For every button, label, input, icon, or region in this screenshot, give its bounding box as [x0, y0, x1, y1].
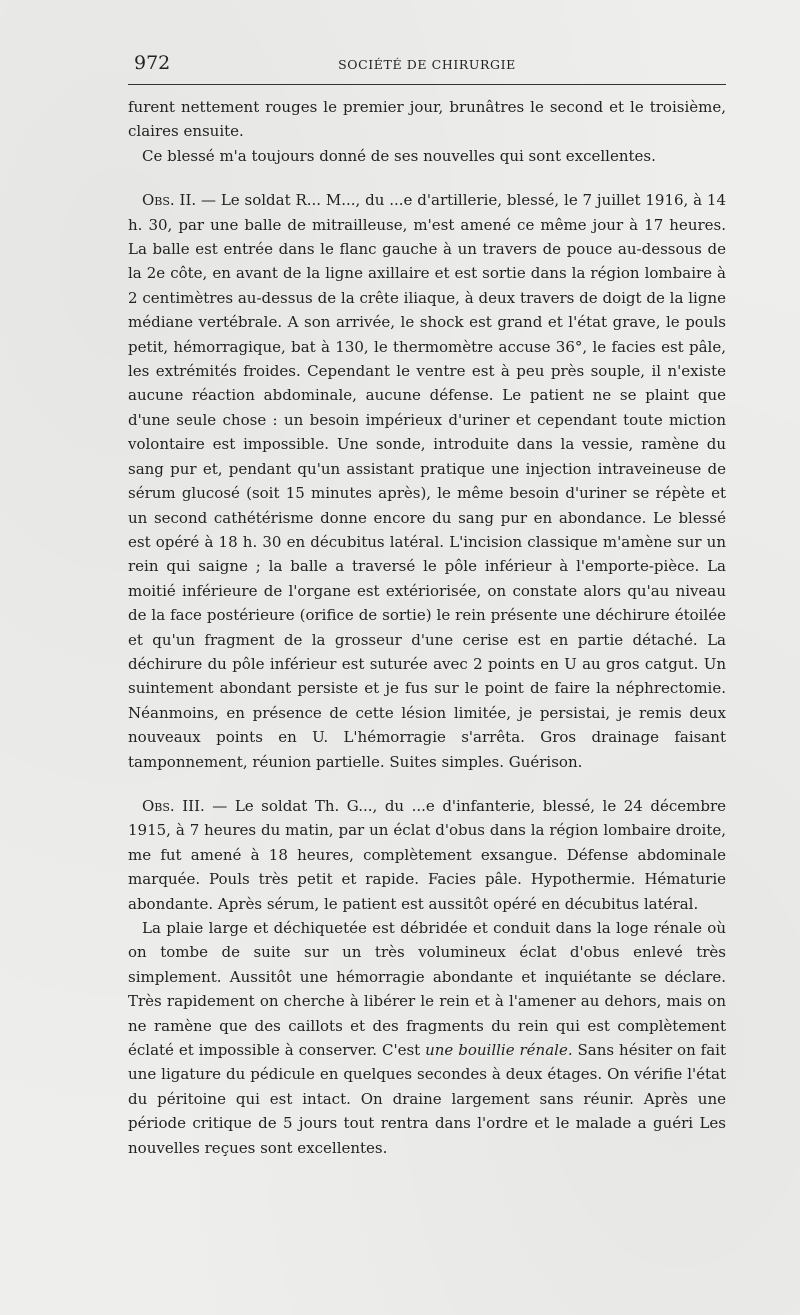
- observation-3: [128, 794, 726, 916]
- paragraph-operation-text-a: La plaie large et déchiquetée est débridée et conduit dans la loge rénale où on tombe de suite sur un très volumineux éclat d'obus enlevé très simplement. Aussitôt une hémorragie abondante et inquiétante se déclare. Très rapidement on cherche à libérer le rein et à l'amener au dehors, mais on ne ramène que des caillots et des fragments du rein qui est complètement éclaté et impossible à conserver. C'est: [128, 919, 726, 1060]
- section-gap: [128, 168, 726, 188]
- page-header: [128, 48, 726, 85]
- page-body: [128, 95, 726, 1160]
- observation-3-text: — Le soldat Th. G..., du ...e d'infanterie, blessé, le 24 décembre 1915, à 7 heures du matin, par un éclat d'obus dans la région lombaire droite, me fut amené à 18 heures, complètement exsangue. Défense abdominale marquée. Pouls très petit et rapide. Facies pâle. Hypothermie. Hématurie abondante. Après sérum, le patient est aussitôt opéré en décubitus latéral.: [128, 796, 726, 913]
- paragraph-operation-text-b: Sans hésiter on fait une ligature du pédicule en quelques secondes à deux étages. On vérifie l'état du péritoine qui est intact. On draine largement sans réunir. Après une période critique de 5 jours tout rentra dans l'ordre et le malade a guéri Les nouvelles reçues sont excellentes.: [128, 1041, 726, 1157]
- observation-2: [128, 188, 726, 774]
- paragraph-operation-emphasis: une bouillie rénale.: [425, 1041, 573, 1060]
- paragraph-operation: [128, 916, 726, 1160]
- observation-3-label: Obs. III.: [142, 796, 205, 815]
- section-gap: [128, 774, 726, 794]
- observation-2-text: — Le soldat R... M..., du ...e d'artillerie, blessé, le 7 juillet 1916, à 14 h. 30, par une balle de mitrailleuse, m'est amené ce même jour à 17 heures. La balle est entrée dans le flanc gauche à un travers de pouce au-dessous de la 2e côte, en avant de la ligne axillaire et est sortie dans la région lombaire à 2 centimètres au-dessus de la crête iliaque, à deux travers de doigt de la ligne médiane vertébrale. A son arrivée, le shock est grand et l'état grave, le pouls petit, hémorragique, bat à 130, le thermomètre accuse 36°, le facies est pâle, les extrémités froides. Cependant le ventre est à peu près souple, il n'existe aucune réaction abdominale, aucune défense. Le patient ne se plaint que d'une seule chose : un besoin impérieux d'uriner et cependant toute miction volontaire est impossible. Une sonde, introduite dans la vessie, ramène du sang pur et, pendant qu'un assistant pratique une injection intraveineuse de sérum glucosé (soit 15 minutes après), le même besoin d'uriner se répète et un second cathétérisme donne encore du sang pur en abondance. Le blessé est opéré à 18 h. 30 en décubitus latéral. L'incision classique m'amène sur un rein qui saigne ; la balle a traversé le pôle inférieur à l'emporte-pièce. La moitié inférieure de l'organe est extériorisée, on constate alors qu'au niveau de la face postérieure (orifice de sortie) le rein présente une déchirure étoilée et qu'un fragment de la grosseur d'une cerise est en partie détaché. La déchirure du pôle inférieur est suturée avec 2 points en U au gros catgut. Un suintement abondant persiste et je fus sur le point de faire la néphrectomie. Néanmoins, en présence de cette lésion limitée, je persistai, je remis deux nouveaux points en U. L'hémorragie s'arrêta. Gros drainage faisant tamponnement, réunion partielle. Suites simples. Guérison.: [128, 191, 727, 771]
- page-number: 972: [134, 52, 171, 74]
- running-head: SOCIÉTÉ DE CHIRURGIE: [338, 57, 516, 72]
- paragraph-news: Ce blessé m'a toujours donné de ses nouvelles qui sont excellentes.: [142, 146, 656, 165]
- observation-2-label: Obs. II.: [142, 191, 197, 210]
- paragraph-continuation: furent nettement rouges le premier jour, brunâtres le second et le troisième, claires ensuite.: [128, 98, 726, 141]
